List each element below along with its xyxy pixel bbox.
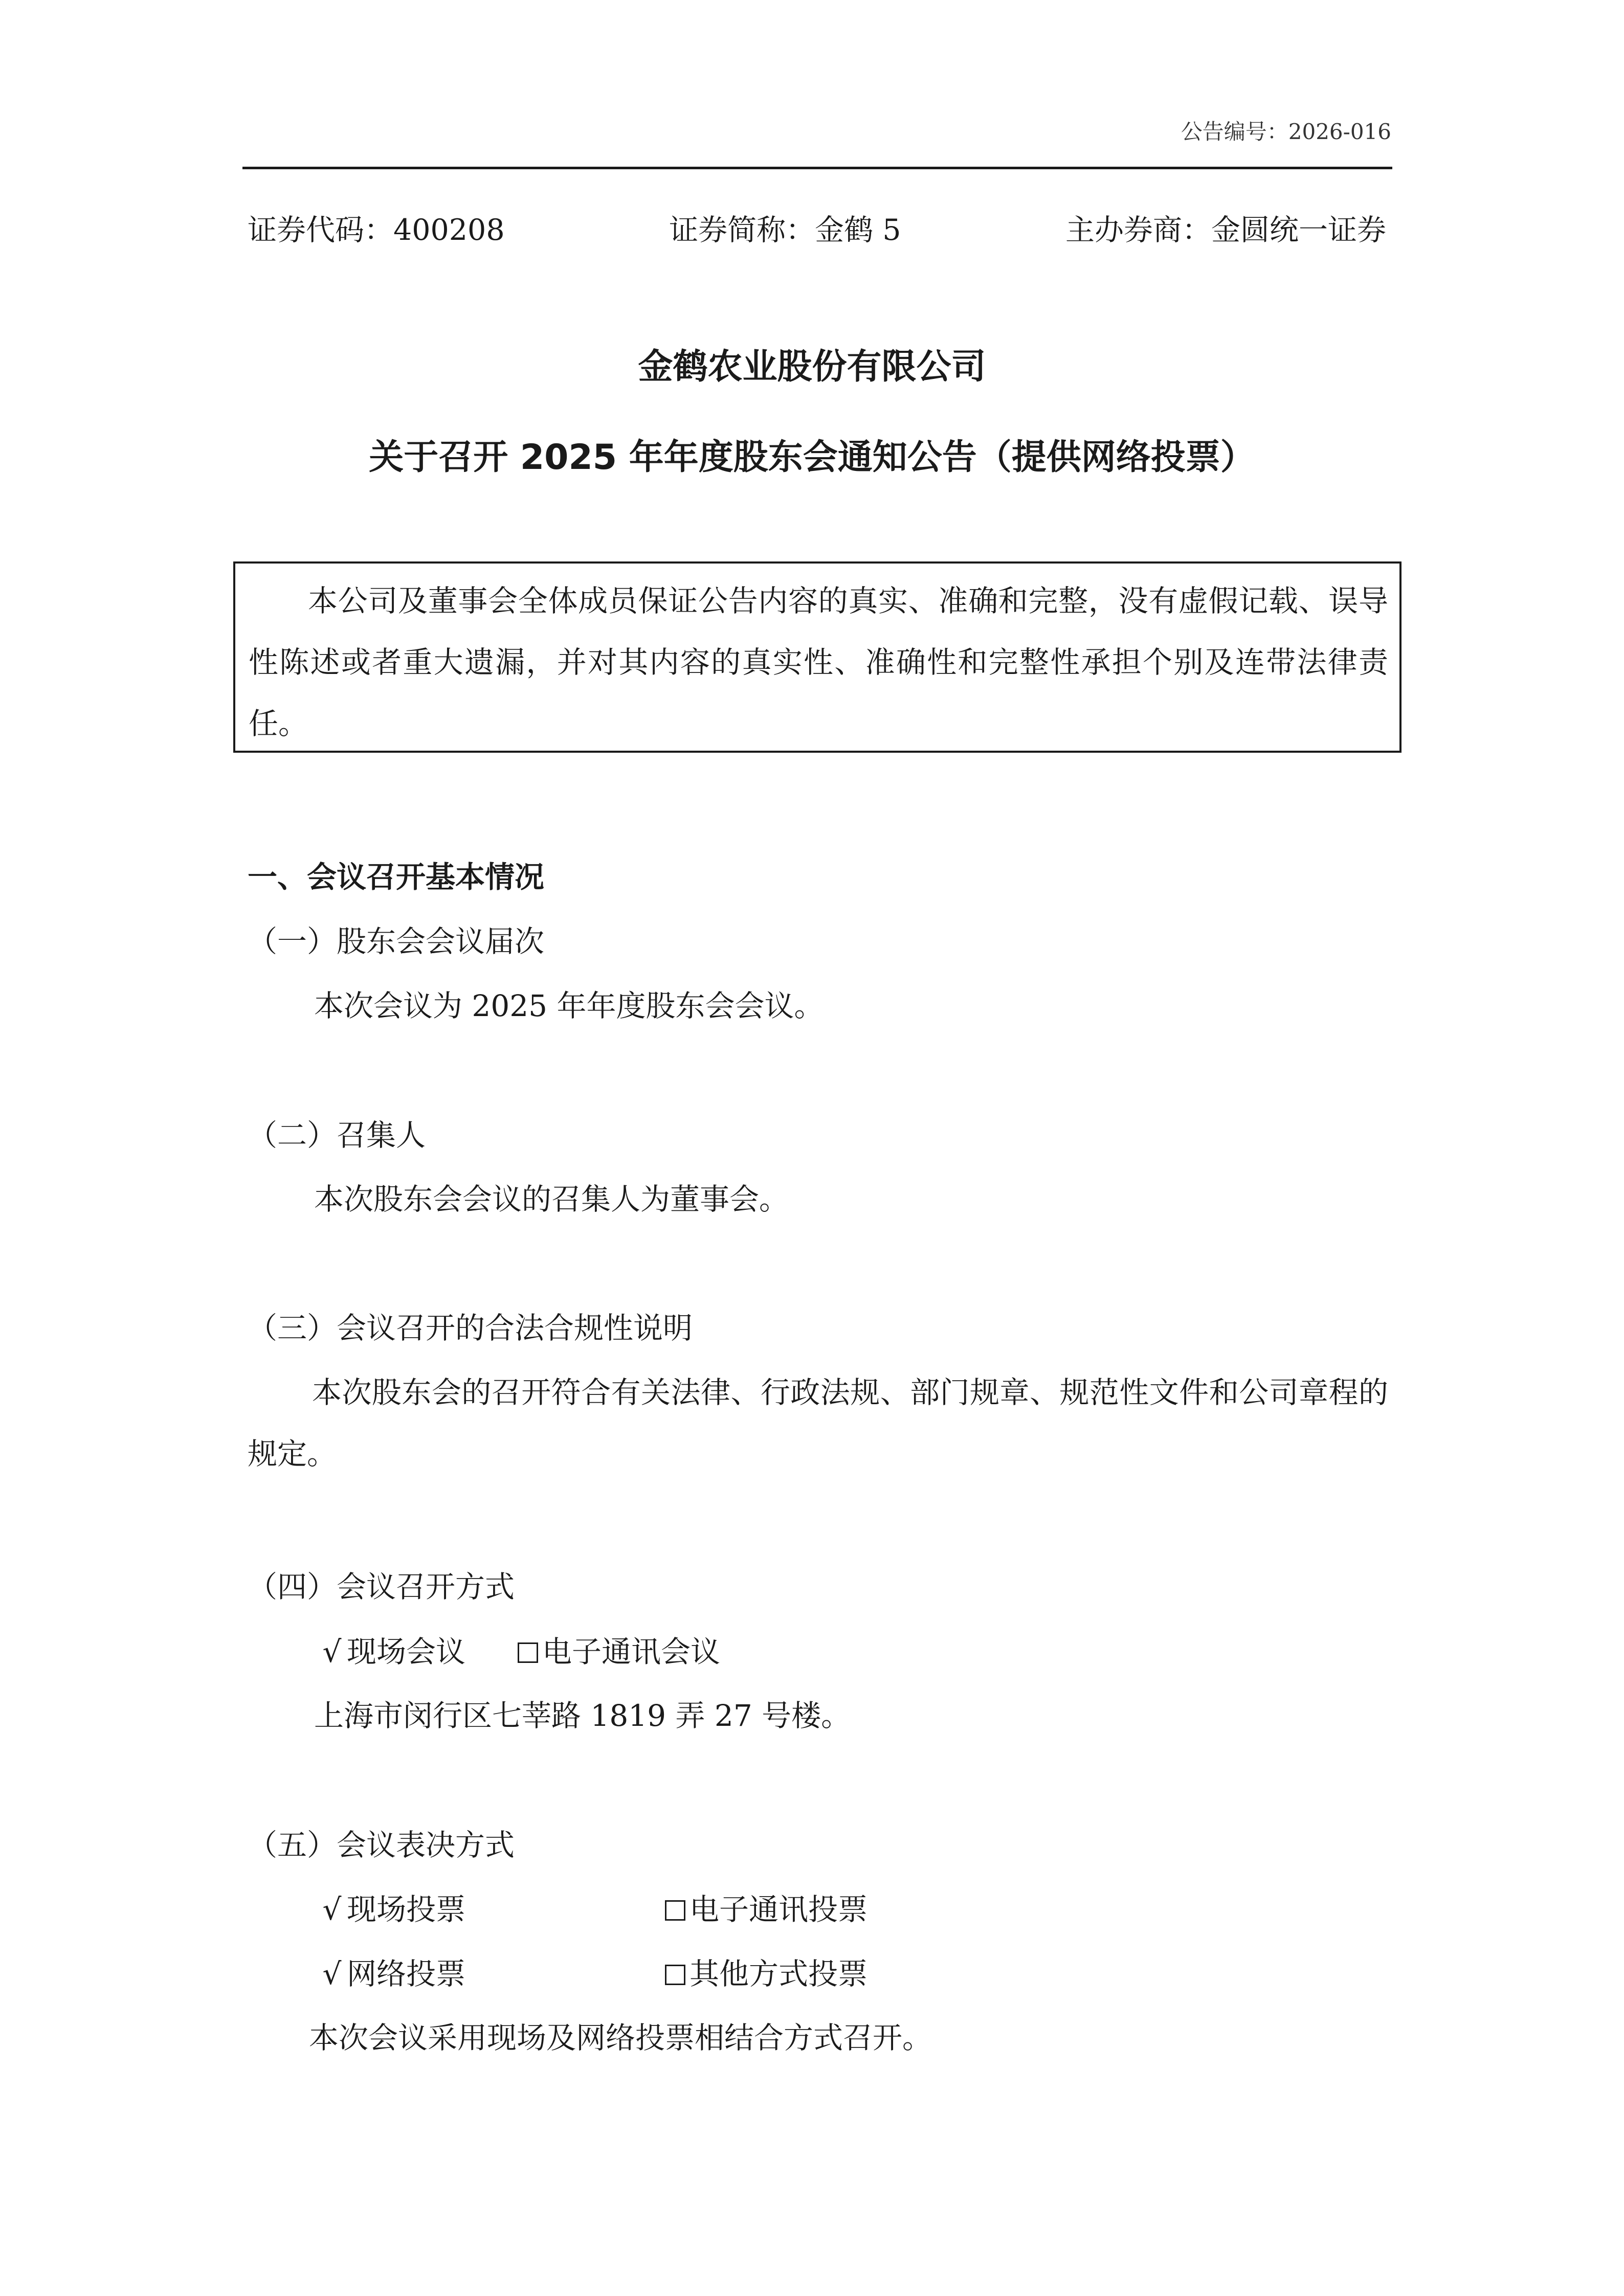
legality-text: 本次股东会的召开符合有关法律、行政法规、部门规章、规范性文件和公司章程的规定。 [248,1375,1388,1471]
option-onsite-meeting [317,1626,465,1677]
check-mark-icon: √ [322,1634,342,1669]
check-mark-icon: √ [322,1892,342,1927]
check-mark-icon: √ [322,1956,342,1991]
option-label: 现场投票 [347,1892,466,1927]
section-heading-basic-info: 一、会议召开基本情况 [248,860,545,894]
sponsor-broker: 主办券商：金圆统一证券 [1065,213,1386,247]
subheading-convener: （二）召集人 [248,1118,426,1153]
convener-text: 本次股东会会议的召集人为董事会。 [314,1182,789,1217]
option-online-voting [317,1948,465,1999]
subheading-meeting-method: （四）会议召开方式 [248,1569,515,1604]
subheading-meeting-session: （一）股东会会议届次 [248,924,545,959]
voting-method-text: 本次会议采用现场及网络投票相结合方式召开。 [309,2020,932,2055]
disclaimer-text: 本公司及董事会全体成员保证公告内容的真实、准确和完整，没有虚假记载、误导性陈述或者重大遗漏，并对其内容的真实性、准确性和完整性承担个别及连带法律责任。 [249,583,1388,741]
meeting-address-text: 上海市闵行区七莘路 1819 弄 27 号楼。 [314,1698,851,1733]
subheading-legality: （三）会议召开的合法合规性说明 [248,1311,693,1345]
announcement-number: 公告编号：2026-016 [1181,119,1391,144]
meeting-session-text: 本次会议为 2025 年年度股东会会议。 [314,988,824,1023]
option-label: 电子通讯会议 [542,1634,721,1669]
unchecked-box-icon [518,1642,538,1663]
unchecked-box-icon [665,1900,685,1921]
option-label: 现场会议 [347,1634,466,1669]
option-onsite-voting [317,1884,465,1935]
option-other-voting [665,1948,867,1999]
option-label: 网络投票 [347,1956,466,1991]
security-abbreviation: 证券简称：金鹤 5 [669,213,901,247]
option-electronic-meeting [518,1626,720,1677]
security-code: 证券代码：400208 [248,213,505,247]
subheading-voting-method: （五）会议表决方式 [248,1828,515,1862]
option-label: 其他方式投票 [689,1956,868,1991]
notice-title: 关于召开 2025 年年度股东会通知公告（提供网络投票） [369,437,1255,478]
option-electronic-voting [665,1884,867,1935]
security-info-row [248,209,1386,252]
option-label: 电子通讯投票 [689,1892,868,1927]
unchecked-box-icon [665,1965,685,1985]
company-name-title: 金鹤农业股份有限公司 [638,347,986,387]
header-divider [242,167,1392,169]
